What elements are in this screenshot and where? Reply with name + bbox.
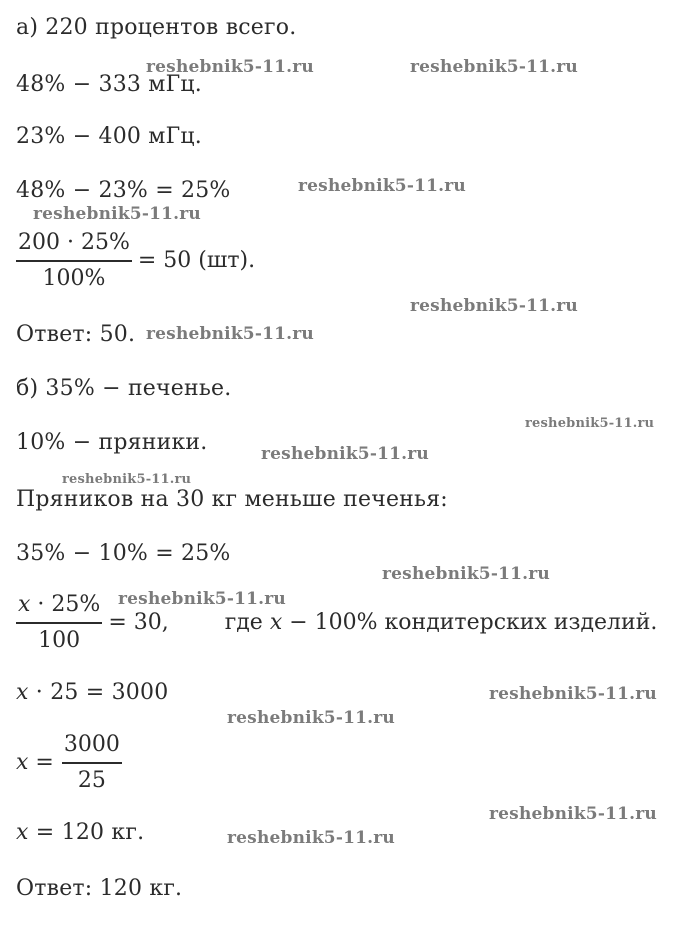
- watermark: reshebnik5-11.ru: [227, 828, 395, 848]
- watermark: reshebnik5-11.ru: [410, 296, 578, 316]
- fraction-denominator: 25: [77, 767, 106, 793]
- fraction-denominator: 100: [38, 627, 81, 653]
- watermark: reshebnik5-11.ru: [382, 564, 550, 584]
- variable: x: [18, 592, 31, 617]
- watermark: reshebnik5-11.ru: [298, 176, 466, 196]
- fraction: [62, 732, 122, 794]
- watermark: reshebnik5-11.ru: [118, 589, 286, 609]
- part-b-line-3: 35% − 10% = 25%: [16, 541, 231, 566]
- part-a-line-2: 23% − 400 мГц.: [16, 124, 202, 149]
- equation-left: [16, 750, 54, 776]
- watermark: reshebnik5-11.ru: [489, 804, 657, 824]
- part-a-line-3: 48% − 23% = 25%: [16, 178, 231, 203]
- fraction-denominator: 100%: [42, 265, 106, 291]
- part-b-fraction: [16, 592, 657, 654]
- watermark: reshebnik5-11.ru: [146, 324, 314, 344]
- part-b-intro: б) 35% − печенье.: [16, 376, 232, 401]
- watermark: reshebnik5-11.ru: [489, 684, 657, 704]
- note-prefix: где: [224, 609, 270, 635]
- fraction-result: = 50 (шт).: [137, 247, 256, 273]
- variable: x: [269, 609, 283, 635]
- part-b-answer: Ответ: 120 кг.: [16, 876, 183, 901]
- note-suffix: − 100% кондитерских изделий.: [282, 609, 658, 635]
- variable: x: [16, 680, 29, 705]
- part-b-line-1: 10% − пряники.: [16, 430, 208, 455]
- fraction-result: = 30,: [108, 609, 169, 635]
- part-b-line-6: [16, 820, 144, 846]
- fraction-numerator: [16, 592, 102, 622]
- part-a-answer: Ответ: 50.: [16, 322, 136, 347]
- part-b-line-2: Пряников на 30 кг меньше печенья:: [16, 487, 448, 512]
- equals-sign: =: [28, 749, 54, 775]
- part-a-line-1: 48% − 333 мГц.: [16, 72, 202, 97]
- part-b-line-5: [16, 732, 122, 794]
- part-a-fraction: [16, 230, 255, 292]
- variable: x: [16, 749, 29, 775]
- numerator-rest: · 25%: [30, 592, 101, 617]
- watermark: reshebnik5-11.ru: [33, 204, 201, 224]
- fraction-numerator: 3000: [63, 732, 120, 757]
- fraction-numerator: 200 · 25%: [18, 230, 130, 255]
- part-b-line-4: [16, 680, 168, 706]
- watermark: reshebnik5-11.ru: [227, 708, 395, 728]
- equation-rest: = 120 кг.: [28, 820, 145, 845]
- fraction: [16, 592, 102, 654]
- watermark: reshebnik5-11.ru: [146, 57, 314, 77]
- watermark: reshebnik5-11.ru: [525, 416, 655, 431]
- part-a-intro: а) 220 процентов всего.: [16, 15, 297, 40]
- watermark: reshebnik5-11.ru: [410, 57, 578, 77]
- fraction: [16, 230, 132, 292]
- variable: x: [16, 820, 29, 845]
- watermark: reshebnik5-11.ru: [261, 444, 429, 464]
- equation-rest: · 25 = 3000: [28, 680, 169, 705]
- fraction-note: [225, 610, 658, 636]
- watermark: reshebnik5-11.ru: [62, 472, 192, 487]
